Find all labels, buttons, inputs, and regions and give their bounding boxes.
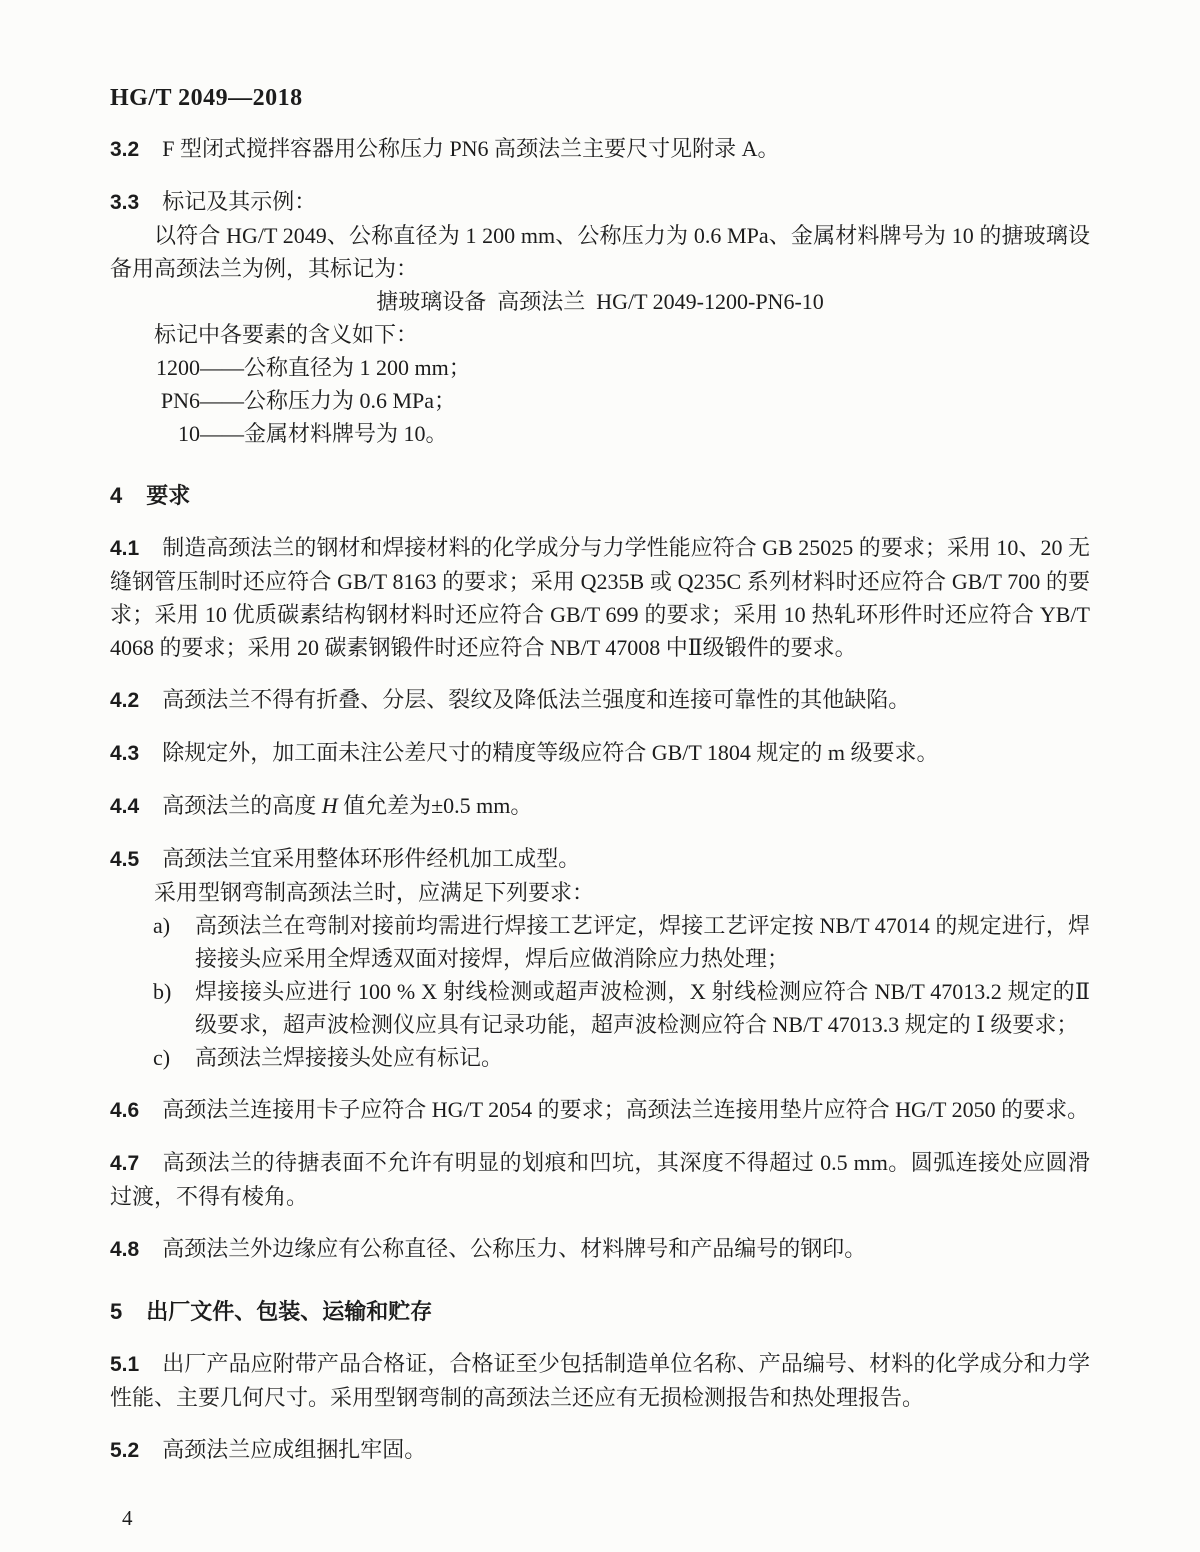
section-title: 要求 (146, 483, 191, 508)
clause-text: 除规定外，加工面未注公差尺寸的精度等级应符合 GB/T 1804 规定的 m 级要求。 (162, 740, 939, 765)
clause-number: 4.6 (110, 1099, 140, 1122)
clause-4-8 (110, 1232, 1090, 1266)
clause-number: 4.2 (110, 689, 140, 712)
section-number: 5 (110, 1299, 123, 1324)
clause-4-5-subparagraph: 采用型钢弯制高颈法兰时，应满足下列要求： (154, 880, 595, 905)
clause-text: 出厂产品应附带产品合格证，合格证至少包括制造单位名称、产品编号、材料的化学成分和力学性能、主要几何尺寸。采用型钢弯制的高颈法兰还应有无损检测报告和热处理报告。 (110, 1351, 1090, 1410)
definition-text: 公称直径为 1 200 mm； (244, 355, 471, 380)
definition-list (110, 351, 1090, 450)
clause-number: 4.8 (110, 1238, 140, 1261)
clause-3-3 (110, 185, 1090, 219)
clause-text: 制造高颈法兰的钢材和焊接材料的化学成分与力学性能应符合 GB 25025 的要求；采用 10、20 无缝钢管压制时还应符合 GB/T 8163 的要求；采用 Q235B 或 Q235C 系列材料时还应符合 GB/T 700 的要求；采用 10 优质碳素结构钢材料时还应符合 GB/T 699 的要求；采用 10 热轧环形件时还应符合 YB/T 4068 的要求；采用 20 碳素钢锻件时还应符合 NB/T 47008 中Ⅱ级锻件的要求。 (110, 535, 1090, 660)
definition-term: 1200 (156, 355, 200, 380)
designation-line: 搪玻璃设备 高颈法兰 HG/T 2049-1200-PN6-10 (376, 289, 824, 314)
list-item-text: 高颈法兰在弯制对接前均需进行焊接工艺评定，焊接工艺评定按 NB/T 47014 的规定进行，焊接接头应采用全焊透双面对接焊，焊后应做消除应力热处理； (195, 913, 1090, 971)
variable-H: H (321, 793, 338, 818)
definition-term: PN6 (160, 388, 200, 413)
clause-number: 4.4 (110, 795, 140, 818)
list-item-label: b) (153, 979, 172, 1004)
list-item-c (110, 1041, 1090, 1074)
clause-number: 5.2 (110, 1439, 140, 1462)
clause-5-1 (110, 1347, 1090, 1414)
clause-number: 4.3 (110, 742, 140, 765)
definition-text: 公称压力为 0.6 MPa； (244, 388, 457, 413)
list-item-text: 高颈法兰焊接接头处应有标记。 (195, 1045, 504, 1070)
requirement-list (110, 909, 1090, 1074)
clause-number: 4.7 (110, 1152, 140, 1175)
clause-3-2 (110, 132, 1090, 166)
clause-4-5 (110, 842, 1090, 876)
section-number: 4 (110, 483, 123, 508)
definition-dash: —— (200, 421, 244, 446)
clause-5-2 (110, 1433, 1090, 1467)
clause-number: 4.5 (110, 848, 140, 871)
clause-text: 高颈法兰的高度 (162, 793, 322, 818)
list-item-text: 焊接接头应进行 100 % X 射线检测或超声波检测，X 射线检测应符合 NB/T 47013.2 规定的Ⅱ级要求，超声波检测仪应具有记录功能，超声波检测应符合 NB/T 47013.3 规定的 Ⅰ 级要求； (195, 979, 1090, 1037)
definition-dash: —— (200, 355, 244, 380)
definition-item (110, 417, 1090, 450)
definition-dash: —— (200, 388, 244, 413)
section-5-heading (110, 1295, 1090, 1328)
paragraph-elements-intro: 标记中各要素的含义如下： (154, 322, 419, 347)
section-4-heading (110, 479, 1090, 512)
clause-text: F 型闭式搅拌容器用公称压力 PN6 高颈法兰主要尺寸见附录 A。 (162, 136, 780, 161)
definition-term: 10 (178, 421, 200, 446)
clause-4-1 (110, 531, 1090, 664)
clause-4-2 (110, 683, 1090, 717)
paragraph-example-intro: 以符合 HG/T 2049、公称直径为 1 200 mm、公称压力为 0.6 MPa、金属材料牌号为 10 的搪玻璃设备用高颈法兰为例，其标记为： (110, 223, 1090, 281)
clause-text: 高颈法兰的待搪表面不允许有明显的划痕和凹坑，其深度不得超过 0.5 mm。圆弧连接处应圆滑过渡，不得有棱角。 (110, 1150, 1090, 1209)
clause-number: 4.1 (110, 537, 140, 560)
clause-number: 3.3 (110, 191, 140, 214)
doc-code-header: HG/T 2049—2018 (110, 85, 303, 111)
list-item-label: c) (153, 1045, 171, 1070)
clause-text: 高颈法兰应成组捆扎牢固。 (162, 1437, 427, 1462)
clause-4-3 (110, 736, 1090, 770)
clause-number: 5.1 (110, 1353, 140, 1376)
clause-text: 标记及其示例： (162, 189, 317, 214)
clause-4-7 (110, 1146, 1090, 1213)
clause-text: 高颈法兰外边缘应有公称直径、公称压力、材料牌号和产品编号的钢印。 (162, 1236, 867, 1261)
definition-item (110, 351, 1090, 384)
list-item-label: a) (153, 913, 171, 938)
clause-text: 值允差为±0.5 mm。 (337, 793, 533, 818)
clause-4-4 (110, 789, 1090, 823)
section-title: 出厂文件、包装、运输和贮存 (146, 1299, 433, 1324)
clause-number: 3.2 (110, 138, 140, 161)
clause-text: 高颈法兰连接用卡子应符合 HG/T 2054 的要求；高颈法兰连接用垫片应符合 HG/T 2050 的要求。 (162, 1097, 1090, 1122)
definition-text: 金属材料牌号为 10。 (244, 421, 448, 446)
clause-text: 高颈法兰宜采用整体环形件经机加工成型。 (162, 846, 581, 871)
list-item-b (110, 975, 1090, 1041)
page-number: 4 (122, 1506, 133, 1530)
clause-text: 高颈法兰不得有折叠、分层、裂纹及降低法兰强度和连接可靠性的其他缺陷。 (162, 687, 911, 712)
definition-item (110, 384, 1090, 417)
clause-4-6 (110, 1093, 1090, 1127)
list-item-a (110, 909, 1090, 975)
